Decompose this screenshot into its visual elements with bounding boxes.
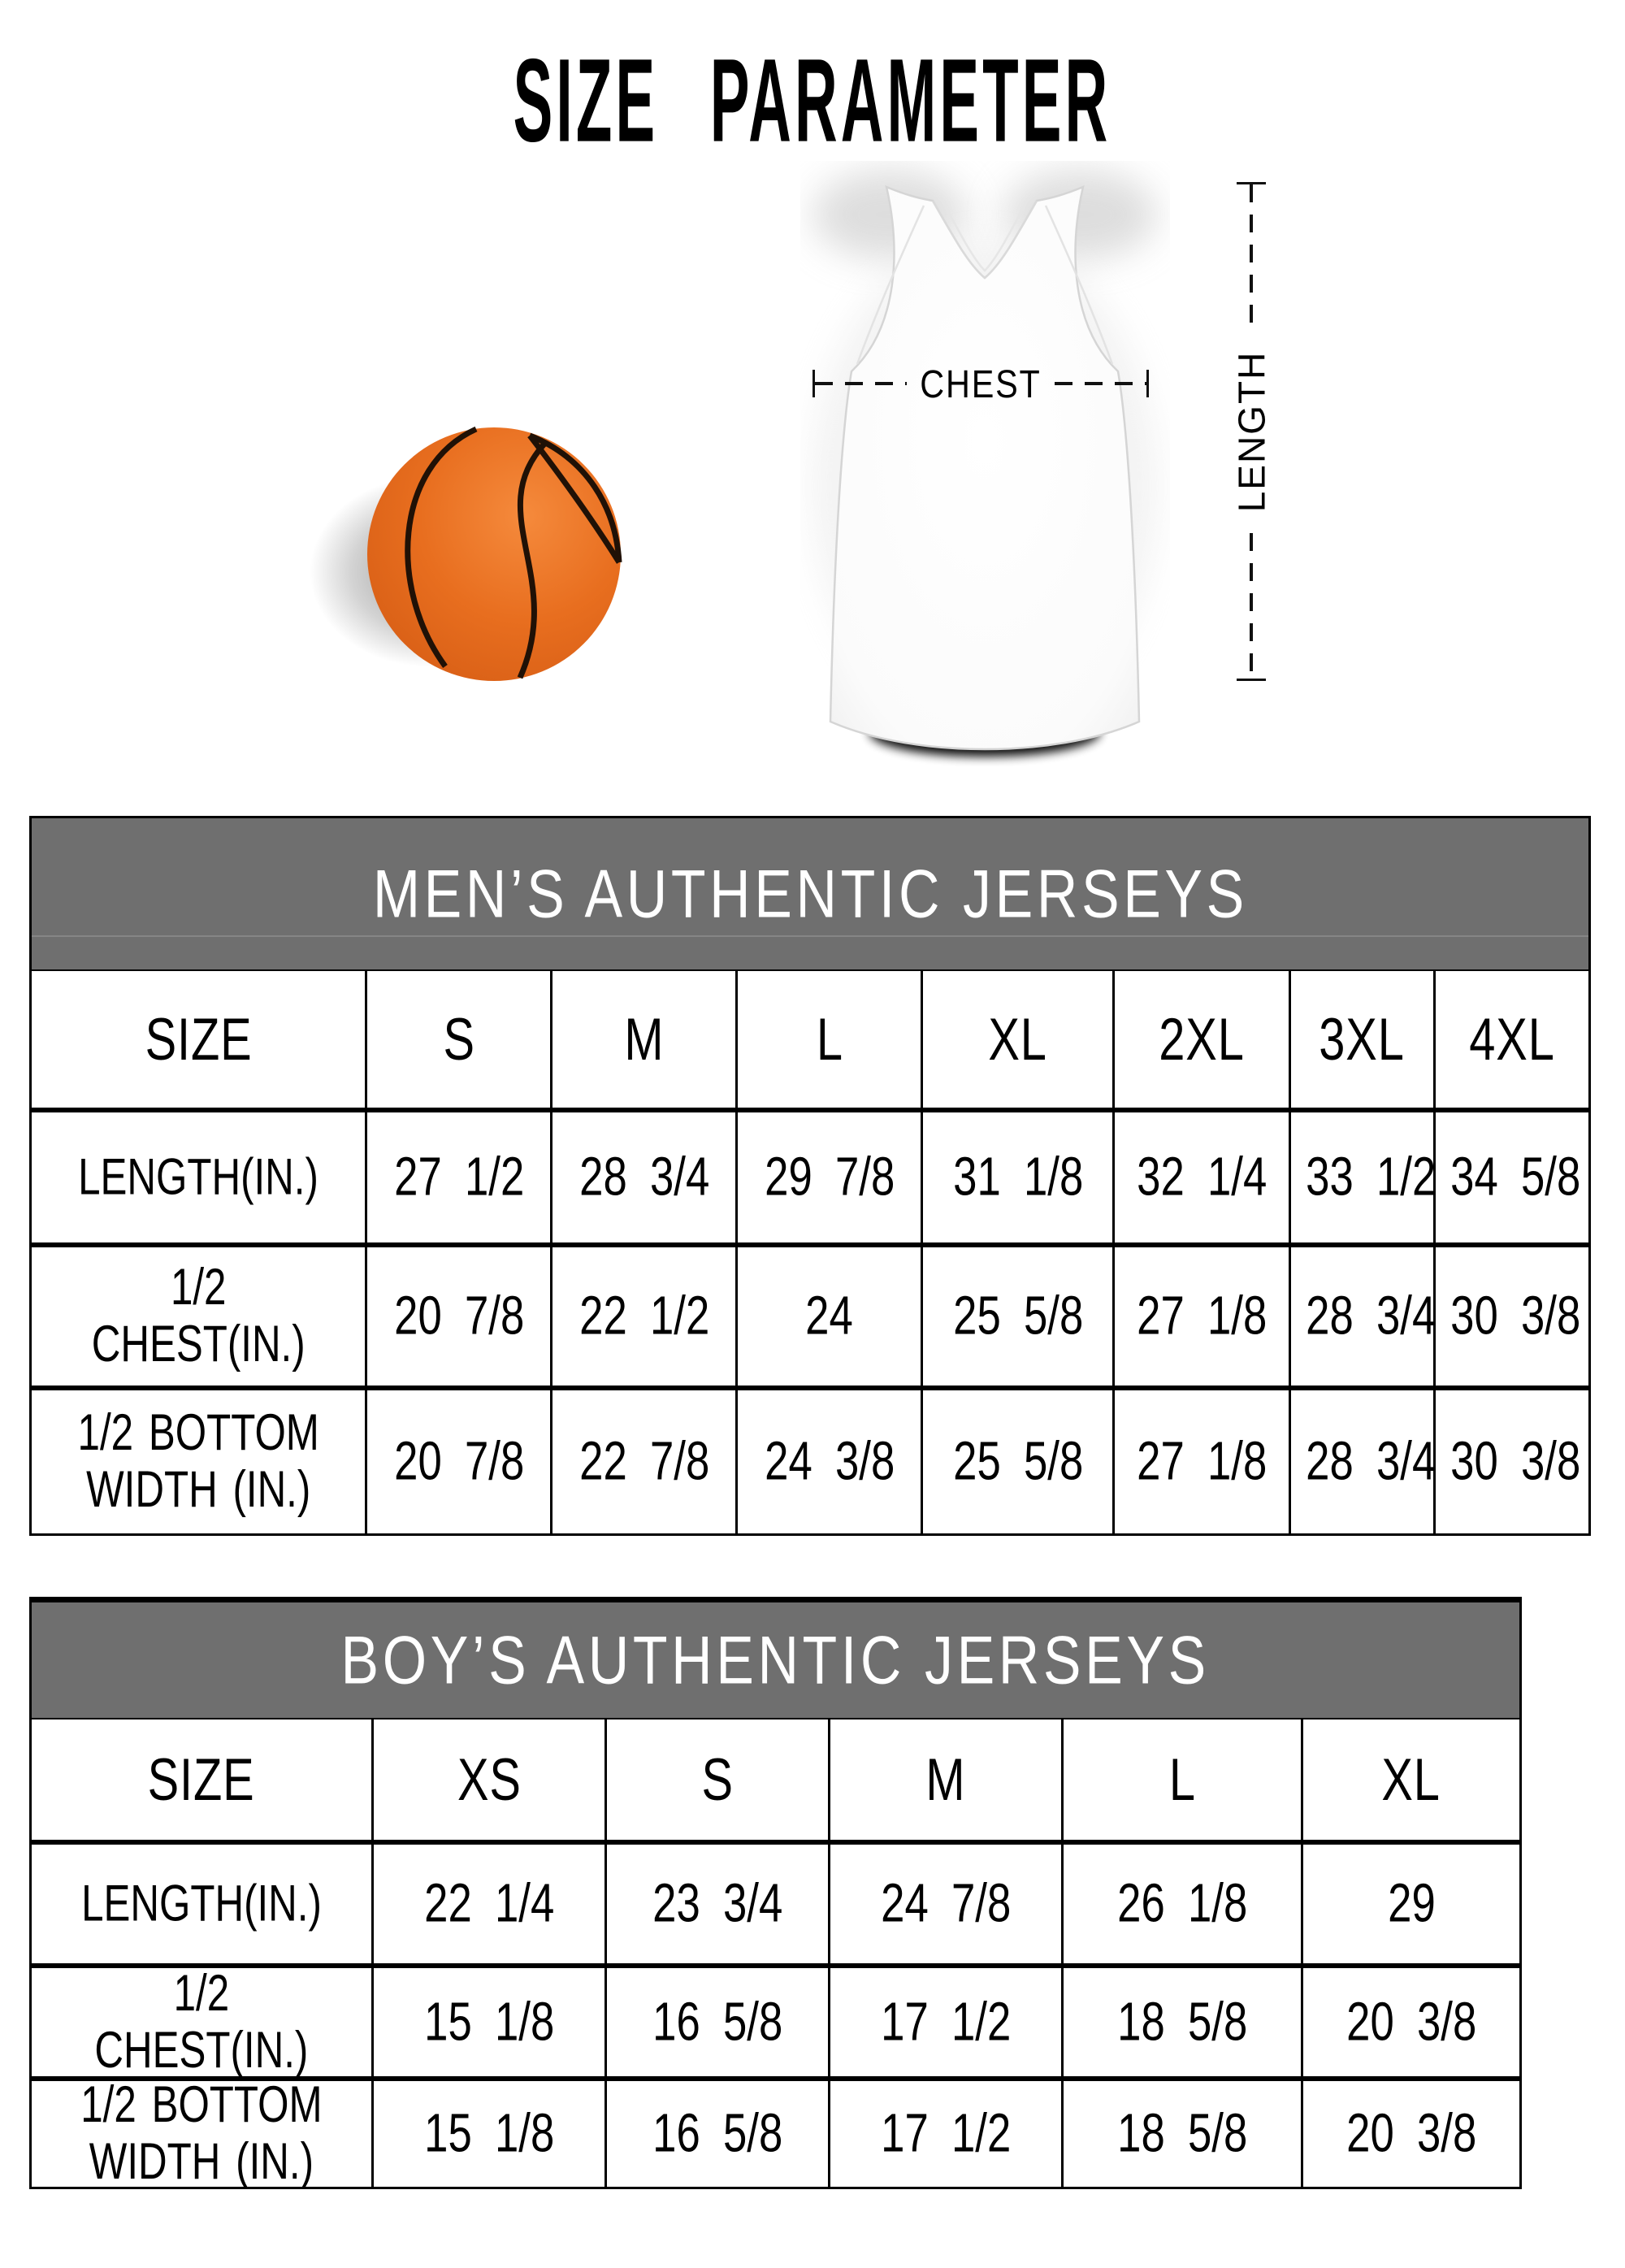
cell-value: 28 3/4 — [578, 1147, 709, 1208]
value-cell — [1434, 1110, 1588, 1245]
value-cell — [737, 1110, 922, 1245]
chest-dash-right — [1055, 382, 1146, 385]
row-label: LENGTH(IN.) — [78, 1147, 319, 1206]
col-header-cell — [606, 1719, 830, 1842]
cell-value: 22 1/2 — [578, 1286, 709, 1347]
cell-value: 27 1/8 — [1136, 1286, 1267, 1347]
value-cell — [1289, 1110, 1434, 1245]
chest-dash-left — [815, 382, 907, 385]
basketball-icon — [358, 416, 626, 696]
value-cell — [372, 2079, 605, 2187]
chest-tick-right — [1146, 370, 1149, 397]
col-header-cell — [1302, 1719, 1519, 1842]
mens-table — [32, 969, 1588, 1533]
cell-value: 26 1/8 — [1117, 1873, 1248, 1935]
value-cell — [1434, 1388, 1588, 1533]
cell-value: 32 1/4 — [1136, 1147, 1267, 1208]
length-measure-line — [1230, 182, 1272, 681]
col-header-label: L — [1168, 1745, 1196, 1813]
cell-value: 28 3/4 — [1305, 1286, 1436, 1347]
cell-value: 28 3/4 — [1305, 1431, 1436, 1493]
cell-value: 29 — [1387, 1873, 1436, 1935]
cell-value: 16 5/8 — [652, 1992, 783, 2053]
col-header-label: M — [624, 1005, 665, 1073]
cell-value: 34 5/8 — [1450, 1147, 1581, 1208]
table-row — [32, 970, 1588, 1110]
col-header-cell — [32, 970, 366, 1110]
col-header-cell — [1434, 970, 1588, 1110]
mens-table-title: MEN’S AUTHENTIC JERSEYS — [372, 856, 1248, 932]
col-header-label: 3XL — [1319, 1005, 1405, 1073]
value-cell — [1289, 1388, 1434, 1533]
cell-value: 25 5/8 — [952, 1431, 1083, 1493]
value-cell — [552, 1110, 737, 1245]
page-title: SIZE PARAMETER — [514, 35, 1112, 167]
col-header-cell — [829, 1719, 1062, 1842]
value-cell — [829, 1966, 1062, 2079]
value-cell — [1114, 1245, 1290, 1388]
table-row — [32, 1245, 1588, 1388]
mens-size-table — [29, 816, 1591, 1536]
value-cell — [737, 1245, 922, 1388]
chest-label: CHEST — [920, 361, 1042, 406]
value-cell — [922, 1388, 1114, 1533]
table-row — [32, 1842, 1519, 1966]
col-header-label: S — [701, 1745, 734, 1813]
cell-value: 20 7/8 — [393, 1286, 524, 1347]
col-header-cell — [737, 970, 922, 1110]
row-label: 1/2 CHEST(IN.) — [91, 1258, 306, 1373]
value-cell — [552, 1388, 737, 1533]
col-header-cell — [372, 1719, 605, 1842]
value-cell — [1114, 1110, 1290, 1245]
value-cell — [1063, 2079, 1302, 2187]
cell-value: 17 1/2 — [881, 2103, 1012, 2165]
col-header-label: XL — [988, 1005, 1047, 1073]
col-header-label: XS — [457, 1745, 522, 1813]
cell-value: 22 7/8 — [578, 1431, 709, 1493]
cell-value: 29 7/8 — [764, 1147, 895, 1208]
cell-value: 16 5/8 — [652, 2103, 783, 2165]
cell-value: 24 3/8 — [764, 1431, 895, 1493]
length-dash-bottom — [1250, 533, 1253, 679]
cell-value: 33 1/2 — [1305, 1147, 1436, 1208]
col-header-cell — [32, 1719, 372, 1842]
value-cell — [829, 2079, 1062, 2187]
col-header-label: 2XL — [1159, 1005, 1245, 1073]
boys-table-title: BOY’S AUTHENTIC JERSEYS — [340, 1622, 1211, 1698]
value-cell — [606, 2079, 830, 2187]
row-label-cell — [32, 1110, 366, 1245]
boys-table — [32, 1718, 1519, 2191]
col-header-label: M — [925, 1745, 966, 1813]
cell-value: 17 1/2 — [881, 1992, 1012, 2053]
col-header-label: XL — [1381, 1745, 1441, 1813]
value-cell — [1289, 1245, 1434, 1388]
value-cell — [1302, 1966, 1519, 2079]
cell-value: 30 3/8 — [1450, 1431, 1581, 1493]
cell-value: 20 3/8 — [1346, 2103, 1477, 2165]
boys-size-table — [29, 1597, 1522, 2189]
cell-value: 15 1/8 — [423, 2103, 555, 2165]
row-label-cell — [32, 1388, 366, 1533]
value-cell — [1063, 1966, 1302, 2079]
col-header-label: SIZE — [147, 1745, 255, 1813]
cell-value: 15 1/8 — [423, 1992, 555, 2053]
cell-value: 25 5/8 — [952, 1286, 1083, 1347]
cell-value: 18 5/8 — [1117, 1992, 1248, 2053]
col-header-label: SIZE — [145, 1005, 253, 1073]
boys-table-header-band — [32, 1599, 1519, 1718]
value-cell — [366, 1388, 552, 1533]
col-header-cell — [552, 970, 737, 1110]
col-header-cell — [366, 970, 552, 1110]
cell-value: 27 1/2 — [393, 1147, 524, 1208]
value-cell — [372, 1966, 605, 2079]
value-cell — [922, 1245, 1114, 1388]
value-cell — [606, 1842, 830, 1966]
value-cell — [552, 1245, 737, 1388]
table-row — [32, 1110, 1588, 1245]
mens-table-header-band — [32, 818, 1588, 969]
value-cell — [606, 1966, 830, 2079]
cell-value: 24 — [805, 1286, 854, 1347]
cell-value: 20 7/8 — [393, 1431, 524, 1493]
value-cell — [1063, 1842, 1302, 1966]
value-cell — [366, 1110, 552, 1245]
value-cell — [922, 1110, 1114, 1245]
table-row — [32, 1388, 1588, 1533]
cell-value: 30 3/8 — [1450, 1286, 1581, 1347]
cell-value: 24 7/8 — [881, 1873, 1012, 1935]
col-header-label: S — [443, 1005, 475, 1073]
value-cell — [1434, 1245, 1588, 1388]
col-header-label: 4XL — [1469, 1005, 1555, 1073]
cell-value: 18 5/8 — [1117, 2103, 1248, 2165]
col-header-label: L — [816, 1005, 843, 1073]
row-label: 1/2 BOTTOM WIDTH (IN.) — [77, 1403, 319, 1519]
cell-value: 23 3/4 — [652, 1873, 783, 1935]
table-row — [32, 2079, 1519, 2187]
length-tick-bottom — [1237, 679, 1266, 681]
jersey-icon — [800, 161, 1170, 766]
cell-value: 31 1/8 — [952, 1147, 1083, 1208]
value-cell — [1114, 1388, 1290, 1533]
cell-value: 27 1/8 — [1136, 1431, 1267, 1493]
value-cell — [1302, 2079, 1519, 2187]
row-label: LENGTH(IN.) — [80, 1874, 322, 1932]
value-cell — [366, 1245, 552, 1388]
col-header-cell — [1063, 1719, 1302, 1842]
length-dash-top — [1250, 184, 1253, 330]
value-cell — [737, 1388, 922, 1533]
length-label-box — [1230, 330, 1272, 533]
page-title-row — [0, 34, 1625, 167]
table-row — [32, 1966, 1519, 2079]
table-row — [32, 1719, 1519, 1842]
row-label-cell — [32, 1245, 366, 1388]
value-cell — [372, 1842, 605, 1966]
row-label-cell — [32, 1966, 372, 2079]
row-label: 1/2 BOTTOM WIDTH (IN.) — [80, 2075, 323, 2191]
row-label-cell — [32, 2075, 372, 2191]
row-label: 1/2 CHEST(IN.) — [94, 1964, 309, 2079]
value-cell — [1302, 1842, 1519, 1966]
cell-value: 22 1/4 — [423, 1873, 555, 1935]
col-header-cell — [1114, 970, 1290, 1110]
col-header-cell — [1289, 970, 1434, 1110]
cell-value: 20 3/8 — [1346, 1992, 1477, 2053]
value-cell — [829, 1842, 1062, 1966]
col-header-cell — [922, 970, 1114, 1110]
row-label-cell — [32, 1842, 372, 1966]
chest-measure-line — [812, 361, 1149, 406]
length-label: LENGTH — [1230, 350, 1272, 513]
